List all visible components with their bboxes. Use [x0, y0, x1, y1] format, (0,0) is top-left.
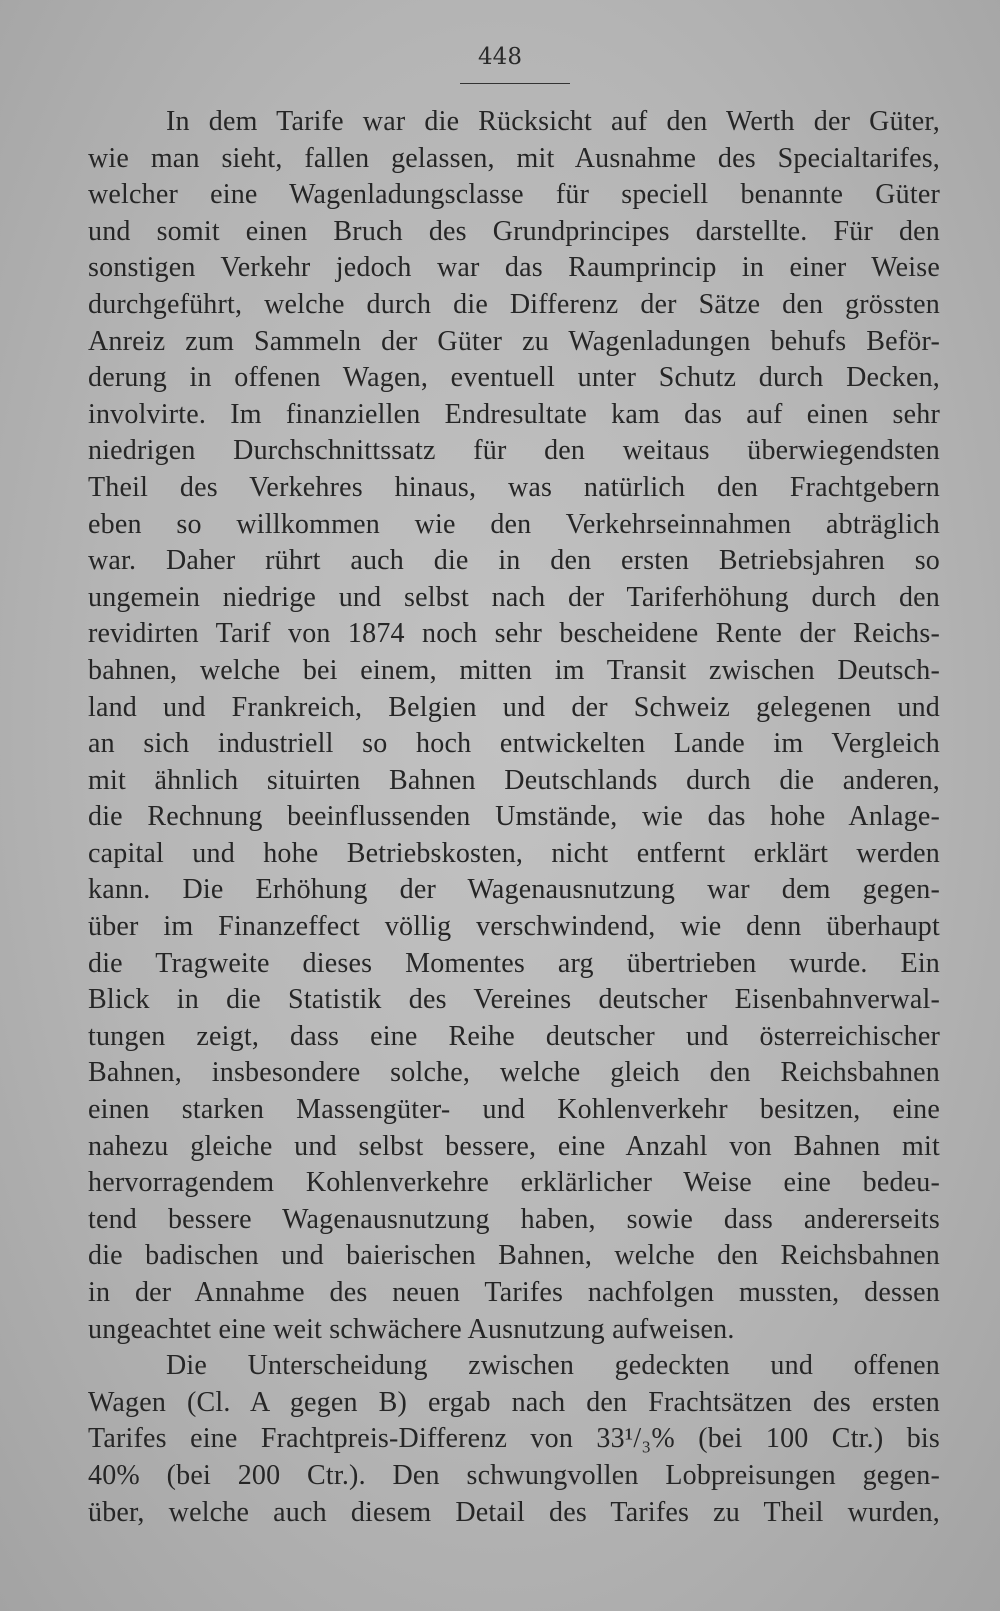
text-line: Tarifes eine Frachtpreis-Differenz von 33¹/₃% (bei 100 Ctr.) bis — [88, 1423, 940, 1455]
text-line: tend bessere Wagenausnutzung haben, sowie dass andererseits — [88, 1203, 940, 1235]
text-line: war. Daher rührt auch die in den ersten Betriebsjahren so — [88, 545, 940, 577]
text-line: über im Finanzeffect völlig verschwindend, wie denn überhaupt — [88, 911, 940, 943]
text-line: einen starken Massengüter- und Kohlenverkehr besitzen, eine — [88, 1094, 940, 1126]
text-line: revidirten Tarif von 1874 noch sehr bescheidene Rente der Reichs- — [88, 618, 940, 650]
paragraph-1 — [88, 104, 940, 1348]
text-line: land und Frankreich, Belgien und der Schweiz gelegenen und — [88, 691, 940, 723]
text-line: Die Unterscheidung zwischen gedeckten und offenen — [166, 1350, 940, 1382]
text-line: die Rechnung beeinflussenden Umstände, wie das hohe Anlage- — [88, 801, 940, 833]
text-line: die badischen und baierischen Bahnen, welche den Reichsbahnen — [88, 1240, 940, 1272]
text-line: capital und hohe Betriebskosten, nicht entfernt erklärt werden — [88, 837, 940, 869]
text-line: mit ähnlich situirten Bahnen Deutschlands durch die anderen, — [88, 764, 940, 796]
text-line: hervorragendem Kohlenverkehre erklärlicher Weise eine bedeu- — [88, 1167, 940, 1199]
text-line: eben so willkommen wie den Verkehrseinnahmen abträglich — [88, 508, 940, 540]
text-line: ungeachtet eine weit schwächere Ausnutzung aufweisen. — [88, 1313, 735, 1345]
text-line: Blick in die Statistik des Vereines deutscher Eisenbahnverwal- — [88, 984, 940, 1016]
body-text — [88, 104, 940, 1531]
text-line: sonstigen Verkehr jedoch war das Raumprincip in einer Weise — [88, 252, 940, 284]
text-line: welcher eine Wagenladungsclasse für speciell benannte Güter — [88, 179, 940, 211]
text-line: involvirte. Im finanziellen Endresultate kam das auf einen sehr — [88, 398, 940, 430]
text-line: und somit einen Bruch des Grundprincipes darstellte. Für den — [88, 215, 940, 247]
text-line: die Tragweite dieses Momentes arg übertrieben wurde. Ein — [88, 947, 940, 979]
text-line: Bahnen, insbesondere solche, welche gleich den Reichsbahnen — [88, 1057, 940, 1089]
text-line: derung in offenen Wagen, eventuell unter Schutz durch Decken, — [88, 362, 940, 394]
text-line: bahnen, welche bei einem, mitten im Transit zwischen Deutsch- — [88, 654, 940, 686]
text-line: niedrigen Durchschnittssatz für den weitaus überwiegendsten — [88, 435, 940, 467]
text-line: wie man sieht, fallen gelassen, mit Ausnahme des Specialtarifes, — [88, 142, 940, 174]
header-rule — [460, 83, 570, 84]
text-line: In dem Tarife war die Rücksicht auf den Werth der Güter, — [166, 106, 940, 137]
text-line: über, welche auch diesem Detail des Tarifes zu Theil wurden, — [88, 1496, 940, 1528]
text-line: kann. Die Erhöhung der Wagenausnutzung war dem gegen- — [88, 874, 940, 906]
page-number: 448 — [478, 44, 522, 70]
text-line: an sich industriell so hoch entwickelten Lande im Vergleich — [88, 728, 940, 760]
text-line: 40% (bei 200 Ctr.). Den schwungvollen Lobpreisungen gegen- — [88, 1459, 940, 1491]
text-line: nahezu gleiche und selbst bessere, eine Anzahl von Bahnen mit — [88, 1130, 940, 1162]
text-line: durchgeführt, welche durch die Differenz der Sätze den grössten — [88, 288, 940, 320]
text-line: Theil des Verkehres hinaus, was natürlich den Frachtgebern — [88, 471, 940, 503]
text-line: tungen zeigt, dass eine Reihe deutscher und österreichischer — [88, 1020, 940, 1052]
paragraph-2 — [88, 1348, 940, 1531]
text-line: Anreiz zum Sammeln der Güter zu Wagenladungen behufs Beför- — [88, 325, 940, 357]
text-line: in der Annahme des neuen Tarifes nachfolgen mussten, dessen — [88, 1277, 940, 1308]
text-line: ungemein niedrige und selbst nach der Tariferhöhung durch den — [88, 581, 940, 613]
text-line: Wagen (Cl. A gegen B) ergab nach den Frachtsätzen des ersten — [88, 1386, 940, 1418]
